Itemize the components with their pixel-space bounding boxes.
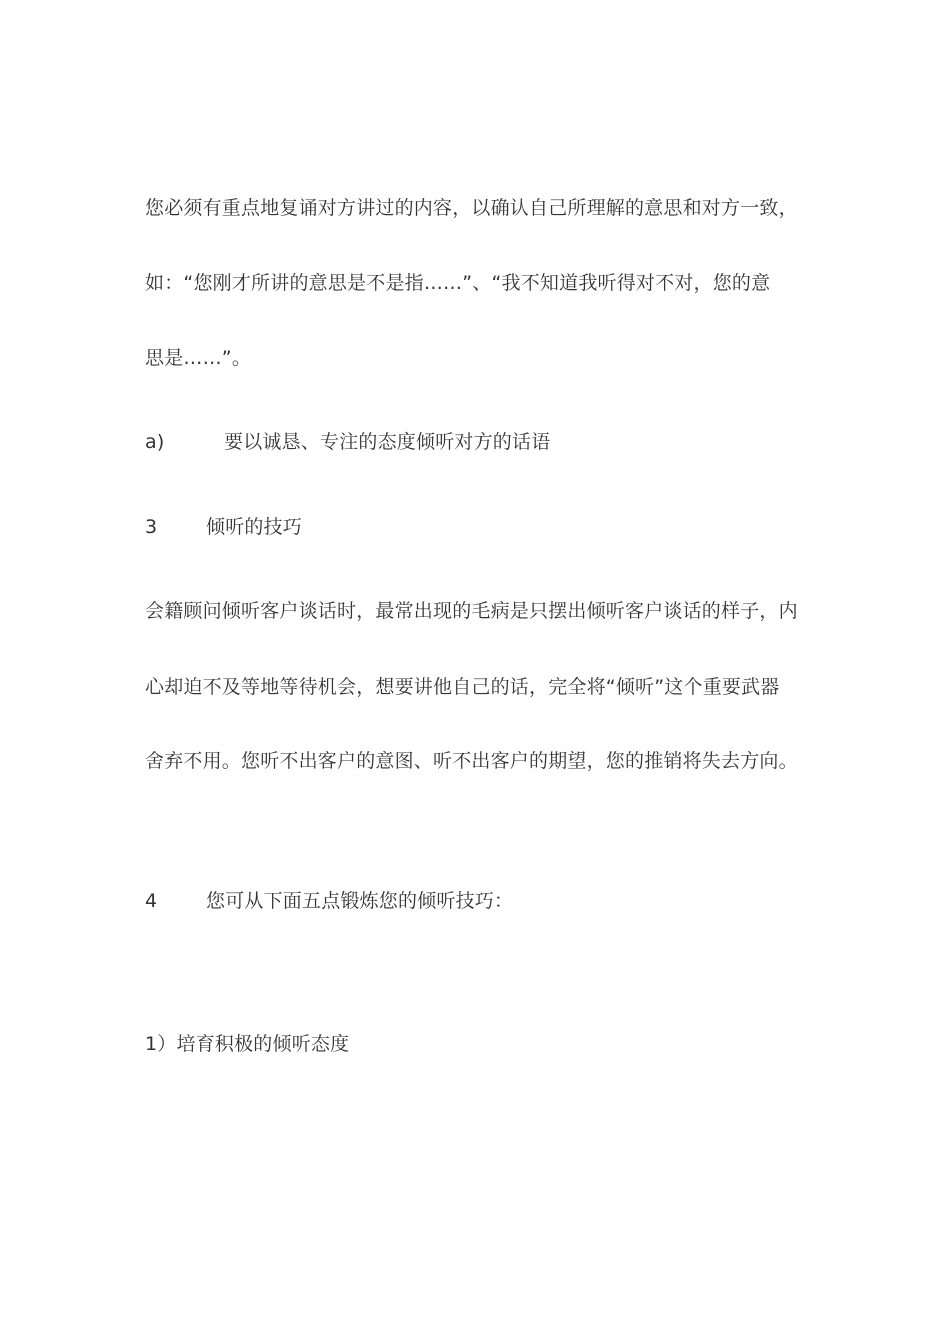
- paragraph-2-line-2: 心却迫不及等地等待机会，想要讲他自己的话，完全将“倾听”这个重要武器: [145, 676, 780, 698]
- paragraph-2-line-1: 会籍顾问倾听客户谈话时，最常出现的毛病是只摆出倾听客户谈话的样子，内: [145, 600, 798, 622]
- list-item-a: [145, 429, 550, 455]
- section-4-number: 4: [145, 890, 158, 912]
- section-4-title: 您可从下面五点锻炼您的倾听技巧：: [206, 890, 514, 912]
- paragraph-1-line-3: 思是……”。: [145, 347, 252, 369]
- section-3-heading: [145, 514, 302, 540]
- section-3-title: 倾听的技巧: [206, 516, 303, 538]
- paragraph-1-line-2: 如：“您刚才所讲的意思是不是指……”、“我不知道我听得对不对，您的意: [145, 272, 771, 294]
- list-item-a-marker: a): [145, 431, 165, 453]
- paragraph-1-line-1: 您必须有重点地复诵对方讲过的内容，以确认自己所理解的意思和对方一致，: [145, 197, 798, 219]
- list-item-a-text: 要以诚恳、专注的态度倾听对方的话语: [224, 431, 551, 453]
- paragraph-2-line-3: 舍弃不用。您听不出客户的意图、听不出客户的期望，您的推销将失去方向。: [145, 750, 798, 772]
- section-4-heading: [145, 888, 513, 914]
- section-3-number: 3: [145, 516, 158, 538]
- list-item-1: 1）培育积极的倾听态度: [145, 1033, 350, 1055]
